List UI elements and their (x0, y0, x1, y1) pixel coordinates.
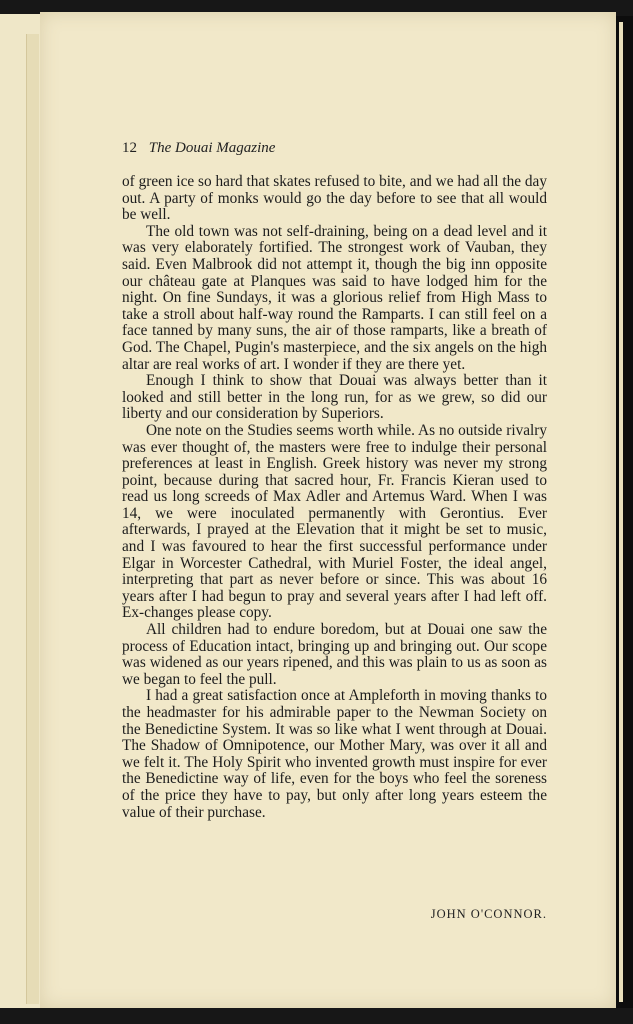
paragraph-6: I had a great satisfaction once at Ampleforth in moving thanks to the headmaster for his admirable paper to the Newman Society on the Benedictine System. It was so like what I went through at Douai. The Shadow of Omnipotence, our Mother Mary, was over it all and we felt it. The Holy Spirit who invented growth must inspire for ever the Benedictine way of life, even for the boys who feel the soreness of the price they have to pay, but only after long years esteem the value of their purchase. (122, 687, 547, 821)
book-board (0, 14, 41, 1008)
author-signature: JOHN O'CONNOR. (430, 907, 547, 921)
book-board-inner (26, 34, 39, 1004)
paragraph-5: All children had to endure boredom, but at Douai one saw the process of Education intact, bringing up and bringing out. Our scope was widened as our years ripened, and this was plain to us as soon as we began to feel the pull. (122, 621, 547, 688)
paragraph-4: One note on the Studies seems worth while. As no outside rivalry was ever thought of, the masters were free to indulge their personal preferences at least in English. Greek history was never my strong point, because during that sacred hour, Fr. Francis Kieran used to read us long screeds of Max Adler and Artemus Ward. When I was 14, we were inoculated permanently with Gerontius. Ever afterwards, I prayed at the Elevation that it might be set to music, and I was favoured to hear the first successful performance under Elgar in Worcester Cathedral, with Muriel Foster, the ideal angel, interpreting that part as never before or since. This was about 16 years after I had begun to pray and several years after I had left off. Ex-changes please copy. (122, 421, 547, 622)
page-number: 12 (122, 140, 137, 156)
paragraph-2: The old town was not self-draining, being on a dead level and it was very elaborately fortified. The strongest work of Vauban, they said. Even Malbrook did not attempt it, though the big inn opposite our château gate at Planques was said to have lodged him for the night. On fine Sundays, it was a glorious relief from High Mass to take a stroll about half-way round the Ramparts. I can still feel on a face tanned by many suns, the air of those ramparts, like a breath of God. The Chapel, Pugin's masterpiece, and the six angels on the high altar are real works of art. I wonder if they are there yet. (122, 222, 547, 373)
body-text (122, 174, 547, 821)
paragraph-1: of green ice so hard that skates refused to bite, and we had all the day out. A party of monks would go the day before to see that all would be well. (122, 173, 547, 224)
running-header (122, 140, 275, 157)
paragraph-3: Enough I think to show that Douai was always better than it looked and still better in the long run, for as we grew, so did our liberty and our consideration by Superiors. (122, 372, 547, 423)
page-edge-strip (619, 22, 623, 1002)
magazine-title: The Douai Magazine (148, 140, 276, 156)
